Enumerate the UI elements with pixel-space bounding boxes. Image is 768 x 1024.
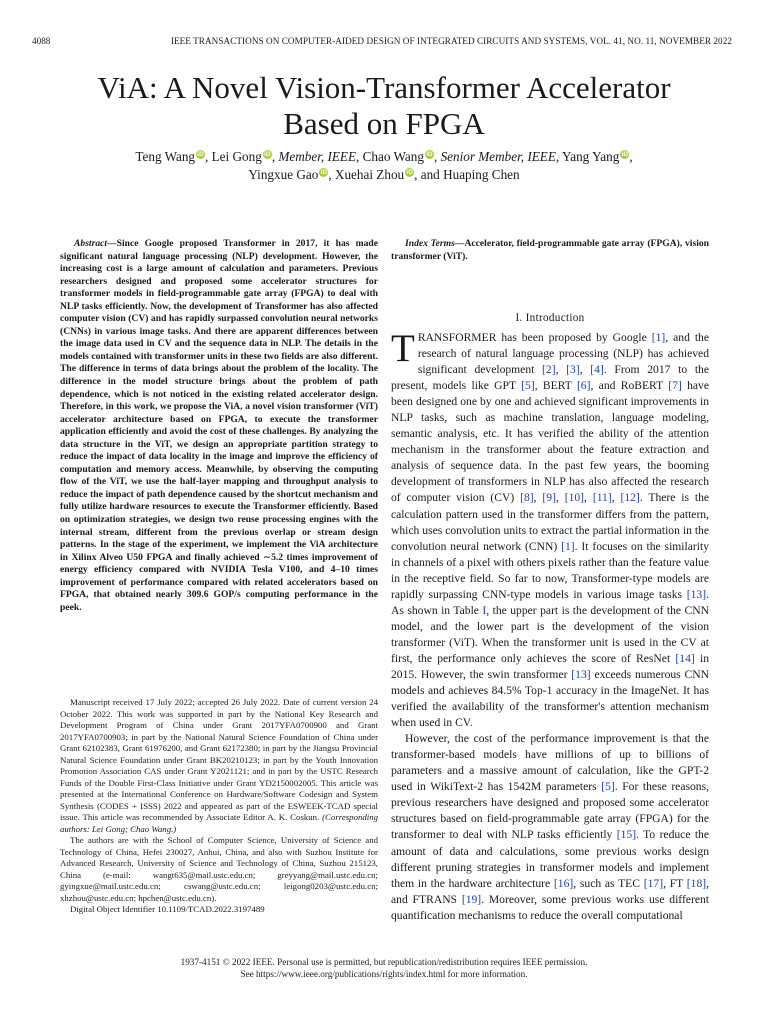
text-run: . To reduce the amount of data and calculations, some previous works design different pruning strategies in transformer models and implement them in the hardware architecture <box>391 828 709 890</box>
orcid-icon[interactable]: iD <box>320 169 328 176</box>
text-run: . It focuses on the similarity in channels of a pixel with others pixels rather than the feature value in the receptive field. So far to now, Transformer-type models are rapidly surpassing CNN-type models in various image tasks <box>391 539 709 601</box>
text-run: . For these reasons, previous researchers have designed and proposed some accelerator structures based on field-programmable gate array (FPGA) for the transformer to deal with NLP tasks efficiently <box>391 780 709 842</box>
text-run: , and FTRANS <box>391 876 710 906</box>
copyright-footer <box>60 956 708 980</box>
section-heading: I. Introduction <box>515 312 585 324</box>
index-terms-text: Accelerator, field-programmable gate array (FPGA), vision transformer (ViT). <box>391 238 709 262</box>
citation-link[interactable]: [10] <box>564 491 585 505</box>
footnote-affiliations: The authors are with the School of Computer Science, University of Science and Technology of China, Hefei 230027, Anhui, China, and also with Suzhou Institute for Advanced Research, University of Science and Technology of China, Suzhou 215123, China (e-mail: wangt635@mail.ustc.edu.cn; greyyang@mail.ustc.edu.cn; gyingxue@mail.ustc.edu.cn; cswang@ustc.edu.cn; leigong0203@ustc.edu.cn; xhzhou@ustc.edu.cn; hpchen@ustc.edu.cn). <box>60 835 378 903</box>
footnote-doi[interactable]: Digital Object Identifier 10.1109/TCAD.2022.3197489 <box>70 904 265 914</box>
citation-link[interactable]: [7] <box>668 379 682 393</box>
citation-link[interactable]: [9] <box>542 491 556 505</box>
left-column <box>60 238 378 614</box>
citation-link[interactable]: [5] <box>521 379 535 393</box>
intro-paragraph-2 <box>391 731 709 924</box>
citation-link[interactable]: [4] <box>590 363 604 377</box>
rights-link-line[interactable]: See https://www.ieee.org/publications/rights/index.html for more information. <box>240 969 528 979</box>
orcid-icon[interactable]: iD <box>197 151 204 158</box>
title-line-2: Based on FPGA <box>283 106 485 141</box>
text-run: , the upper part is the development of the CNN model, and the lower part is the development of the vision transformer (ViT). When the transformer unit is used in the CV at first, the performance only achieves the score of ResNet <box>391 603 709 665</box>
citation-link[interactable]: [16] <box>553 876 574 890</box>
author-name: Chao Wang <box>362 149 424 164</box>
introduction-body <box>391 327 710 924</box>
citation-link[interactable]: [2] <box>542 363 556 377</box>
author-membership: Member, IEEE <box>278 149 357 164</box>
page-number: 4088 <box>32 36 51 46</box>
author-name: Yingxue Gao <box>248 167 319 182</box>
text-run: . Moreover, some previous works use different quantification mechanisms to reduce the overall computational <box>391 892 709 922</box>
citation-link[interactable]: [15] <box>616 828 637 842</box>
orcid-icon[interactable]: iD <box>621 151 629 158</box>
abstract-text: Since Google proposed Transformer in 2017, it has made significant natural language processing (NLP) development. However, the increasing cost is a large amount of calculation and parameters. Previous researchers designed and proposed some accelerator structures for transformer models in field-programmable gate array (FPGA) to deal with NLP tasks efficiently. Now, the development of Transformer has also affected computer vision (CV) and has rapidly surpassed convolution neural networks (CNNs) in various image tasks. And there are apparent differences between the image data used in CV and the sequence data in NLP. The details in the models contained with transformer units in these two fields are also different. The difference in terms of data brings about the problem of the locality. The difference in the model structure brings about the problem of path dependence, which is not noticed in the existing related accelerator design. Therefore, in this work, we propose the ViA, a novel vision transformer (ViT) accelerator architecture based on FPGA, to execute the transformer application efficiently and avoid the cost of these challenges. By analyzing the data structure in the ViT, we design an appropriate partition strategy to reduce the impact of data locality in the image and improve the efficiency of computation and memory access. Meanwhile, by observing the computing flow of the ViT, we use the half-layer mapping and throughput analysis to reduce the impact of path dependence caused by the shortcut mechanism and fully utilize hardware resources to execute the Transformer efficiently. Based on optimization strategies, we design two reuse processing engines with the internal stream, different from the previous overlap or stream design patterns. In the stage of the experiment, we implement the ViA architecture in Xilinx Alveo U50 FPGA and finally achieved ∼5.2 times improvement of energy efficiency compared with NVIDIA Tesla V100, and 4–10 times improvement of performance compared with related accelerators based on FPGA, that obtained nearly 309.6 GOP/s computing performance in the peek. <box>60 238 378 613</box>
right-column <box>391 238 709 263</box>
index-terms-label: Index Terms— <box>405 238 465 249</box>
text-run: in 2015. However, the swin transformer <box>391 651 709 681</box>
citation-link[interactable]: [17] <box>643 876 664 890</box>
footnote <box>60 697 378 916</box>
citation-link[interactable]: [8] <box>520 491 534 505</box>
citation-link[interactable]: [3] <box>566 363 580 377</box>
footnote-manuscript <box>60 697 378 835</box>
abstract-label: Abstract— <box>74 238 117 249</box>
text-run: exceeds numerous CNN models and achieves 84.5% Top-1 accuracy in the ImageNet. It has verified the availability of the transformer's attention mechanism when used in CV. <box>391 667 709 730</box>
text-run: . From 2017 to the present, models like GPT <box>391 363 709 393</box>
citation-link[interactable]: [12] <box>620 491 640 505</box>
author-name: Xuehai Zhou <box>334 167 405 182</box>
orcid-icon[interactable]: iD <box>426 151 433 158</box>
text-run: , BERT <box>534 379 577 393</box>
footnote-manuscript-text: Manuscript received 17 July 2022; accepted 26 July 2022. Date of current version 24 October 2022. This work was supported in part by the National Key Research and Development Program of China under Grant 2017YFA0700900 and Grant 2017YFA0700903; in part by the National Natural Science Foundation of China under Grant 62102383, Grant 61976200, and Grant 62172380; in part by the Jiangsu Provincial Natural Science Foundation under Grant BK20210123; in part by the Youth Innovation Promotion Association CAS under Grant Y2021121; and in part by the USTC Research Funds of the Double First-Class Initiative under Grant YD2150002005. This article was presented at the International Conference on Hardware/Software Codesign and System Synthesis (CODES + ISSS) 2022 and appeared as part of the ESWEEK-TCAD special issue. This article was recommended by Associate Editor A. K. Coskun. <box>60 697 378 822</box>
drop-cap: T <box>391 327 415 370</box>
citation-link[interactable]: [11] <box>592 491 612 505</box>
abstract <box>60 238 378 614</box>
citation-link[interactable]: [13] <box>571 667 591 681</box>
text-run: RANSFORMER has been proposed by Google <box>417 331 652 344</box>
author-name: Huaping Chen <box>443 167 520 182</box>
orcid-icon[interactable]: iD <box>406 169 413 176</box>
citation-link[interactable]: [5] <box>601 780 615 794</box>
title-line-1: ViA: A Novel Vision-Transformer Accelerator <box>97 70 671 105</box>
text-run: , such as TEC <box>573 876 644 890</box>
citation-link[interactable]: [18] <box>686 876 707 890</box>
citation-link[interactable]: [14] <box>675 651 695 665</box>
running-header <box>32 36 732 50</box>
citation-link[interactable]: [6] <box>576 379 591 393</box>
text-run: have been designed one by one and achieved significant improvements in NLP tasks, such as machine translation, language modeling, semantic analysis, etc. It has verified the ability of the attention mechanism in the transformer about the feature extraction and analysis of sequence data. In the past few years, the booming development of transformers in NLP has also affected the research of computer vision (CV) <box>391 379 710 505</box>
intro-paragraph-1: TRANSFORMER has been proposed by Google [1], and the research of natural language processing (NLP) has achieved significant development [2], [3], [4]. From 2017 to the present, models like GPT [5], BERT [6], and RoBERT [7] have been designed one by one and achieved significant improvements in NLP tasks, such as machine translation, language modeling, semantic analysis, etc. It has verified the ability of the attention mechanism in the transformer about the feature extraction and analysis of sequence data. In the past few years, the booming development of transformers in NLP has also affected the research of computer vision (CV) [8], [9], [10], [11], [12]. There is the calculation pattern used in the transformer differs from the pattern, which uses convolution units to extract the partial information in the convolution neural network (CNN) [1]. It focuses on the similarity in channels of a pixel with others pixels rather than the feature value in the receptive field. So far to now, Transformer-type models are rapidly surpassing CNN-type models in various image tasks [13]. As shown in Table I, the upper part is the development of the CNN model, and the lower part is the development of the vision transformer (ViT). When the transformer unit is used in the CV at first, the performance only achieves the score of ResNet [14] in 2015. However, the swin transformer [13] exceeds numerous CNN models and achieves 84.5% Top-1 accuracy in the ImageNet. It has verified the availability of the transformer's attention mechanism when used in CV. <box>391 327 710 730</box>
corresponding-authors: (Corresponding authors: Lei Gong; Chao Wang.) <box>60 812 379 834</box>
text-run: . As shown in Table <box>391 587 709 617</box>
orcid-icon[interactable]: iD <box>264 151 271 158</box>
citation-link[interactable]: [13] <box>686 587 707 601</box>
text-run: . There is the calculation pattern used in the transformer differs from the pattern, which uses convolution units to extract the partial information in the convolution neural network (CNN) <box>391 491 710 553</box>
text-run: , and RoBERT <box>590 379 669 393</box>
author-name: Yang Yang <box>562 149 620 164</box>
citation-link[interactable]: [1] <box>561 539 575 553</box>
text-run: , FT <box>663 876 687 890</box>
author-name: Lei Gong <box>211 149 262 164</box>
citation-link[interactable]: [19] <box>461 892 482 906</box>
paper-title <box>60 70 708 142</box>
text-run: However, the cost of the performance improvement is that the transformer-based models have millions of up to billions of parameters and a massive amount of calculation, like the GPT-2 used in WikiText-2 has 1542M parameters <box>391 732 709 794</box>
and-word: and <box>420 167 440 182</box>
text-run: , and the research of natural language processing (NLP) has achieved significant development <box>417 331 709 377</box>
copyright-line: 1937-4151 © 2022 IEEE. Personal use is permitted, but republication/redistribution requires IEEE permission. <box>180 957 588 967</box>
author-membership: Senior Member, IEEE <box>440 149 556 164</box>
author-list: Teng Wang iD, Lei Gong iD, Member, IEEE, Chao Wang iD, Senior Member, IEEE, Yang Yang iD, Yingxue Gao iD, Xuehai Zhou iD, and Huaping Chen <box>135 149 633 182</box>
index-terms <box>391 238 709 263</box>
journal-name: IEEE TRANSACTIONS ON COMPUTER-AIDED DESIGN OF INTEGRATED CIRCUITS AND SYSTEMS, VOL. 41, NO. 11, NOVEMBER 2022 <box>170 36 732 46</box>
citation-link[interactable]: [1] <box>651 331 666 344</box>
table-link[interactable]: I <box>482 603 487 617</box>
author-name: Teng Wang <box>135 149 196 164</box>
